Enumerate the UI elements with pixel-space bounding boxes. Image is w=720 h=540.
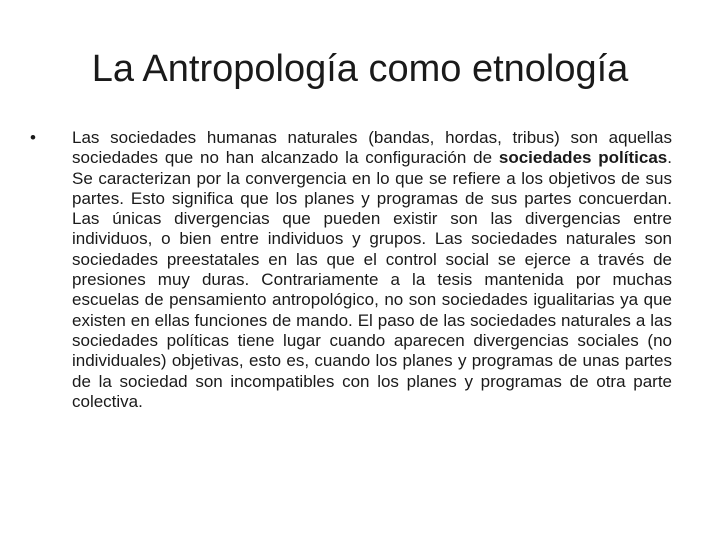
paragraph-text-after: . Se caracterizan por la convergencia en lo que se refiere a los objetivos de sus partes. Esto significa que los planes y programas de sus partes concuerdan. Las únicas divergencias que pueden existir son las divergencias entre individuos, o bien entre individuos y grupos. Las sociedades naturales son sociedades preestatales en las que el control social se ejerce a través de presiones muy duras. Contrariamente a la tesis mantenida por muchas escuelas de pensamiento antropológico, no son sociedades igualitarias ya que existen en ellas funciones de mando. El paso de las sociedades naturales a las sociedades políticas tiene lugar cuando aparecen divergencias sociales (no individuales) objetivas, esto es, cuando los planes y programas de unas partes de la sociedad son incompatibles con los planes y programas de otra parte colectiva. <box>72 148 672 411</box>
bullet-icon: • <box>30 128 36 147</box>
bullet-list <box>30 128 672 412</box>
paragraph-text-before: Las sociedades humanas naturales (bandas, hordas, tribus) son aquellas sociedades que no han alcanzado la configuración de <box>72 128 672 168</box>
bullet-item <box>30 128 672 412</box>
slide-title: La Antropología como etnología <box>91 48 629 90</box>
paragraph-emphasis: sociedades políticas <box>498 148 668 168</box>
